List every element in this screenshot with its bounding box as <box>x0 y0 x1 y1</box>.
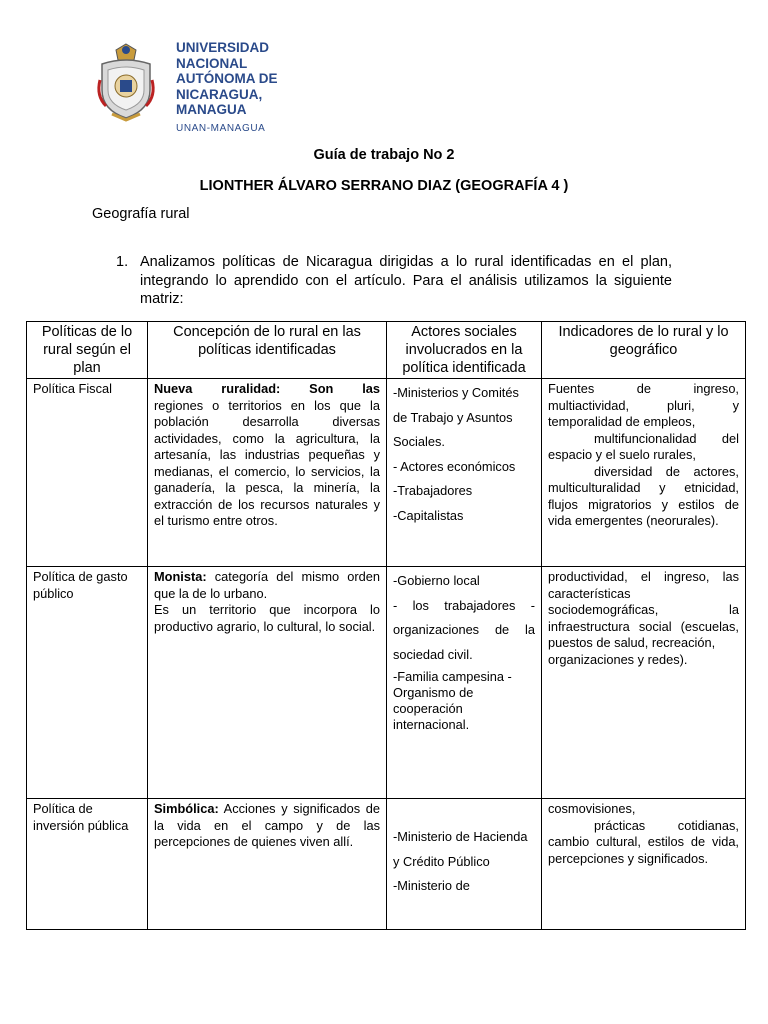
concept-bold: Monista: <box>154 569 207 584</box>
actor-item: -Trabajadores <box>393 483 473 498</box>
policy-cell: Política Fiscal <box>27 379 148 567</box>
concept-paragraph <box>154 801 380 851</box>
indicator-text: cosmovisiones, <box>548 801 636 816</box>
logo-line: NICARAGUA, <box>176 86 263 102</box>
document-title: Guía de trabajo No 2 <box>313 147 455 163</box>
indicators-cell <box>542 567 746 799</box>
actor-item: -Gobierno local <box>393 573 480 588</box>
logo-line: NACIONAL <box>176 55 248 71</box>
table-row <box>27 799 746 930</box>
university-name <box>176 40 278 118</box>
author-line: LIONTHER ÁLVARO SERRANO DIAZ (GEOGRAFÍA 4 ) <box>199 178 569 194</box>
actor-item: -Ministerios y Comités de Trabajo y Asuntos Sociales. <box>393 385 519 449</box>
concept-text: regiones o territorios en los que la población desarrolla diversas actividades, como la agricultura, la artesanía, las industrias pequeñas y medianas, el comercio, lo servicios, la ganadería, la pesca, la minería, la extracción de los recursos naturales y el turismo entre otros. <box>154 397 380 528</box>
concept-bold: Nueva ruralidad: Son las <box>154 381 380 396</box>
actors-cell <box>387 799 542 930</box>
question-1 <box>116 253 672 309</box>
university-logo <box>94 38 294 138</box>
logo-line: AUTÓNOMA DE <box>176 71 278 86</box>
logo-line: UNIVERSIDAD <box>176 40 270 55</box>
indicators-cell <box>542 799 746 930</box>
column-header: Concepción de lo rural en las políticas identificadas <box>148 322 387 379</box>
table-row <box>27 379 746 567</box>
concept-text: categoría del mismo orden que la de lo urbano. <box>154 569 380 601</box>
subject-line: Geografía rural <box>92 206 190 222</box>
column-header: Indicadores de lo rural y lo geográfico <box>542 322 746 379</box>
indicator-text: Fuentes de ingreso, multiactividad, pluri, y temporalidad de empleos, <box>548 381 739 429</box>
indicator-text: multifuncionalidad del espacio y el suelo rurales, <box>548 430 739 462</box>
indicators-cell <box>542 379 746 567</box>
logo-line: MANAGUA <box>176 102 247 117</box>
concept-text: Acciones y significados de la vida en el campo y de las percepciones de quienes viven allí. <box>154 801 380 849</box>
policy-cell: Política de inversión pública <box>27 799 148 930</box>
actor-item: - los trabajadores - organizaciones de la sociedad civil. <box>393 597 535 662</box>
concept-cell <box>148 799 387 930</box>
question-text: Analizamos políticas de Nicaragua dirigidas a lo rural identificadas en el plan, integrando lo aprendido con el artículo. Para el análisis utilizamos la siguiente matriz: <box>140 254 672 307</box>
indicator-text: organizaciones y redes). <box>548 651 688 667</box>
analysis-matrix <box>26 321 746 930</box>
policy-cell: Política de gasto público <box>27 567 148 799</box>
indicator-text: prácticas cotidianas, cambio cultural, estilos de vida, percepciones y significados. <box>548 817 739 866</box>
table-header-row <box>27 322 746 379</box>
actor-item: -Ministerio de Hacienda y Crédito Público <box>393 829 528 869</box>
actor-item: - Actores económicos <box>393 458 516 474</box>
actor-item: -Familia campesina - Organismo de cooperación internacional. <box>393 669 512 732</box>
actor-item: -Capitalistas <box>393 507 464 523</box>
concept-bold: Simbólica: <box>154 801 219 816</box>
table-row <box>27 567 746 799</box>
concept-text-2: Es un territorio que incorpora lo productivo agrario, lo cultural, lo social. <box>154 602 380 634</box>
actor-item: -Ministerio de <box>393 878 470 893</box>
column-header: Políticas de lo rural según el plan <box>27 322 148 379</box>
actors-cell <box>387 379 542 567</box>
question-number: 1. <box>116 254 129 270</box>
university-abbreviation: UNAN-MANAGUA <box>176 123 266 134</box>
actors-cell <box>387 567 542 799</box>
university-seal-icon <box>94 40 158 122</box>
indicator-text: diversidad de actores, multiculturalidad y etnicidad, flujos migratorios y estilos de vida emergentes (neorurales). <box>548 463 739 528</box>
concept-cell <box>148 379 387 567</box>
column-header: Actores sociales involucrados en la política identificada <box>387 322 542 379</box>
concept-paragraph <box>154 569 380 602</box>
indicator-text: productividad, el ingreso, las características sociodemográficas, la infraestructura social (escuelas, puestos de salud, recreación, <box>548 569 739 650</box>
concept-cell <box>148 567 387 799</box>
